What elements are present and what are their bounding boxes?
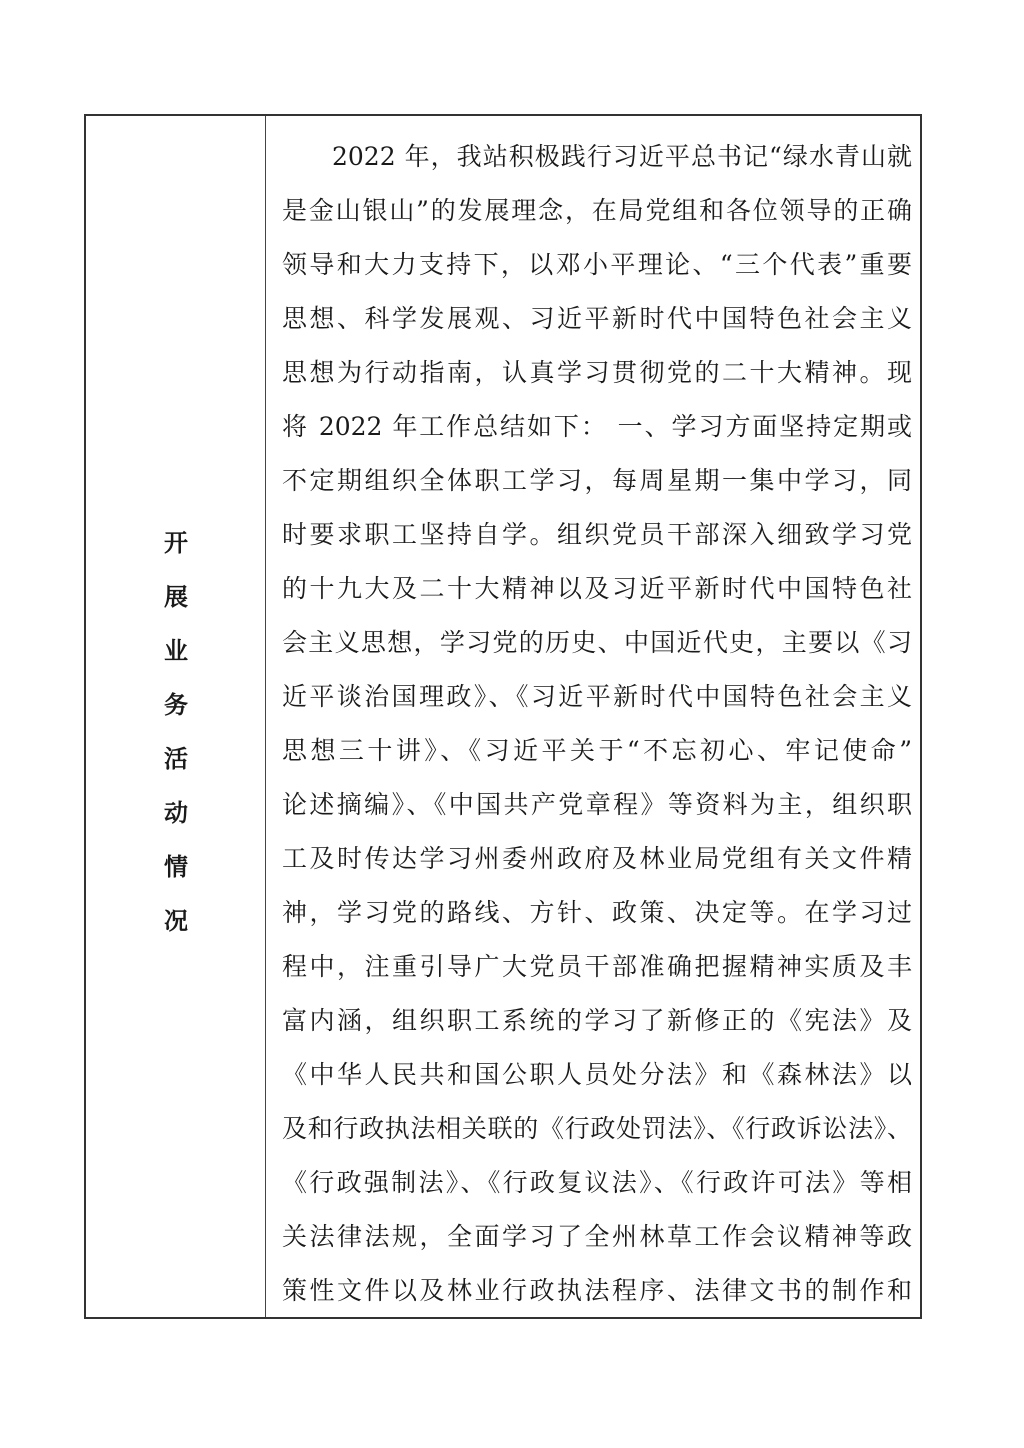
content-text: [282, 130, 912, 1318]
text-line: 论述摘编》、《中国共产党章程》等资料为主，组织职: [282, 790, 912, 819]
text-line: 及和行政执法相关联的《行政处罚法》、《行政诉讼法》、: [282, 1114, 912, 1143]
text-line: 不定期组织全体职工学习，每周星期一集中学习，同: [282, 466, 912, 495]
label-char: 开: [164, 529, 188, 557]
content-cell: [266, 116, 920, 1317]
text-line: 程中，注重引导广大党员干部准确把握精神实质及丰: [282, 952, 912, 981]
text-line: 《行政强制法》、《行政复议法》、《行政许可法》等相: [282, 1168, 912, 1197]
text-line: 的十九大及二十大精神以及习近平新时代中国特色社: [282, 574, 912, 603]
label-char: 展: [164, 583, 188, 611]
text-line: 关法律法规，全面学习了全州林草工作会议精神等政: [282, 1222, 912, 1251]
text-line: 近平谈治国理政》、《习近平新时代中国特色社会主义: [282, 682, 912, 711]
text-line: 《中华人民共和国公职人员处分法》和《森林法》以: [282, 1060, 912, 1089]
text-line: 富内涵，组织职工系统的学习了新修正的《宪法》及: [282, 1006, 912, 1035]
text-line: 2022 年，我站积极践行习近平总书记“绿水青山就: [332, 142, 912, 171]
label-char: 活: [164, 745, 188, 773]
text-line: 时要求职工坚持自学。组织党员干部深入细致学习党: [282, 520, 912, 549]
row-label-cell: [86, 116, 266, 1317]
text-line: 策性文件以及林业行政执法程序、法律文书的制作和: [282, 1276, 912, 1305]
text-line: 会主义思想，学习党的历史、中国近代史，主要以《习: [282, 628, 912, 657]
text-line: 思想为行动指南，认真学习贯彻党的二十大精神。现: [282, 358, 912, 387]
row-label: [86, 516, 266, 948]
label-char: 务: [164, 691, 188, 719]
form-table: [84, 114, 922, 1319]
text-line: 工及时传达学习州委州政府及林业局党组有关文件精: [282, 844, 912, 873]
text-line: 将 2022 年工作总结如下： 一、学习方面坚持定期或: [282, 412, 912, 441]
text-line: 神，学习党的路线、方针、政策、决定等。在学习过: [282, 898, 912, 927]
text-line: 是金山银山”的发展理念，在局党组和各位领导的正确: [282, 196, 912, 225]
text-line: 思想三十讲》、《习近平关于“不忘初心、牢记使命”: [282, 736, 912, 765]
label-char: 情: [164, 853, 188, 881]
label-char: 况: [164, 907, 188, 935]
label-char: 业: [164, 637, 188, 665]
text-line: 思想、科学发展观、习近平新时代中国特色社会主义: [282, 304, 912, 333]
text-line: 领导和大力支持下，以邓小平理论、“三个代表”重要: [282, 250, 912, 279]
label-char: 动: [164, 799, 188, 827]
